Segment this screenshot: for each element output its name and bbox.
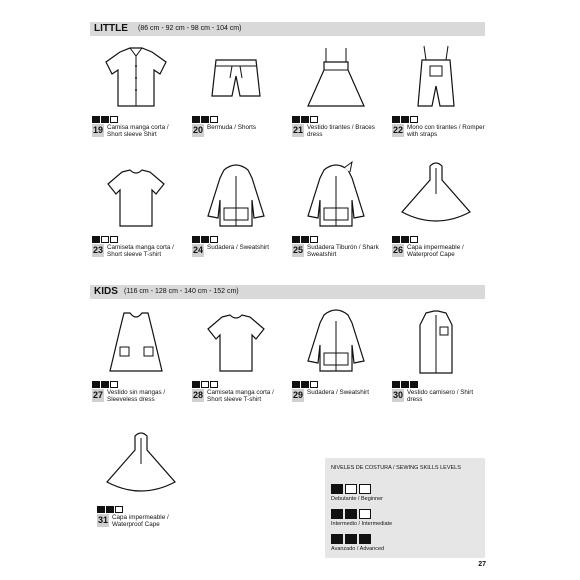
sewing-machine-icon: [310, 381, 318, 388]
pattern-number: 24: [192, 245, 203, 255]
sewing-machine-icon: [345, 509, 357, 519]
pattern-item: [95, 430, 187, 540]
section-header-kids: [90, 285, 485, 299]
sewing-machine-icon: [331, 509, 343, 519]
pattern-number: 28: [192, 390, 203, 400]
legend-level-label: Avanzado / Advanced: [331, 546, 385, 552]
pattern-item: [290, 160, 382, 270]
skill-level-icons: [292, 116, 318, 123]
pattern-label: Sudadera / Sweatshirt: [307, 389, 369, 396]
sewing-machine-icon: [92, 116, 100, 123]
sewing-machine-icon: [92, 236, 100, 243]
skill-level-icons: [392, 236, 418, 243]
sewing-machine-icon: [301, 116, 309, 123]
skill-level-icons: [97, 506, 123, 513]
skill-level-icons: [92, 381, 118, 388]
pattern-label: Camisa manga corta / Short sleeve Shirt: [107, 124, 169, 138]
sewing-machine-icon: [210, 116, 218, 123]
pattern-item: [90, 40, 182, 150]
skill-level-icons: [392, 381, 418, 388]
sewing-machine-icon: [345, 484, 357, 494]
pattern-item: [390, 305, 482, 415]
legend-row: [331, 509, 481, 533]
skill-level-icons: [192, 236, 218, 243]
sewing-machine-icon: [192, 381, 200, 388]
sewing-machine-icon: [292, 116, 300, 123]
legend-level-label: Intermedio / Intermediate: [331, 521, 393, 527]
legend-row: [331, 534, 481, 558]
pattern-item: [90, 160, 182, 270]
pattern-number: 25: [292, 245, 303, 255]
sewing-machine-icon: [345, 534, 357, 544]
page-number: 27: [478, 561, 486, 568]
pattern-label: Capa impermeable / Waterproof Cape: [407, 244, 464, 258]
skill-level-icons: [92, 116, 118, 123]
pattern-label: Mono con tirantes / Romper with straps: [407, 124, 485, 138]
pattern-label: Vestido camisero / Shirt dress: [407, 389, 474, 403]
sewing-machine-icon: [115, 506, 123, 513]
pattern-label: Camiseta manga corta / Short sleeve T-shirt: [107, 244, 174, 258]
skill-level-icons: [392, 116, 418, 123]
sewing-machine-icon: [392, 236, 400, 243]
sewing-machine-icon: [201, 381, 209, 388]
shorts-sketch-icon: [190, 40, 282, 112]
pattern-label: Vestido sin mangas / Sleeveless dress: [107, 389, 166, 403]
sewing-machine-icon: [310, 236, 318, 243]
sewing-machine-icon: [410, 116, 418, 123]
sewing-machine-icon: [392, 116, 400, 123]
hoodie-sketch-icon: [190, 160, 282, 232]
pattern-number: 21: [292, 125, 303, 135]
pattern-item: [190, 305, 282, 415]
sewing-machine-icon: [292, 381, 300, 388]
sewing-machine-icon: [110, 381, 118, 388]
sewing-machine-icon: [110, 116, 118, 123]
sewing-machine-icon: [201, 116, 209, 123]
pattern-number: 26: [392, 245, 403, 255]
sewing-machine-icon: [101, 381, 109, 388]
skill-level-icons: [292, 236, 318, 243]
section-title: KIDS: [94, 286, 118, 297]
sewing-machine-icon: [210, 381, 218, 388]
pattern-number: 31: [97, 515, 108, 525]
pattern-number: 27: [92, 390, 103, 400]
sewing-machine-icon: [331, 534, 343, 544]
skill-level-icons: [292, 381, 318, 388]
pattern-item: [190, 40, 282, 150]
legend-row: [331, 484, 481, 508]
sewing-machine-icon: [359, 509, 371, 519]
pattern-label: Capa impermeable / Waterproof Cape: [112, 514, 169, 528]
sewing-machine-icon: [410, 381, 418, 388]
pattern-number: 22: [392, 125, 403, 135]
section-header-little: [90, 22, 485, 36]
pattern-item: [390, 40, 485, 150]
pattern-number: 20: [192, 125, 203, 135]
sewing-machine-icon: [401, 236, 409, 243]
tshirt-sketch-icon: [190, 305, 282, 377]
sewing-machine-icon: [101, 236, 109, 243]
sewing-machine-icon: [110, 236, 118, 243]
sewing-machine-icon: [401, 381, 409, 388]
sewing-machine-icon: [301, 236, 309, 243]
pattern-number: 19: [92, 125, 103, 135]
section-sizes: (86 cm - 92 cm - 98 cm - 104 cm): [138, 25, 242, 32]
legend-title: NIVELES DE COSTURA / SEWING SKILLS LEVELS: [331, 465, 461, 471]
sewing-machine-icon: [359, 534, 371, 544]
skill-level-icons: [192, 116, 218, 123]
pattern-label: Sudadera / Sweatshirt: [207, 244, 269, 251]
legend-level-label: Debutante / Beginner: [331, 496, 383, 502]
pattern-label: Vestido tirantes / Braces dress: [307, 124, 375, 138]
pattern-number: 30: [392, 390, 403, 400]
cape-sketch-icon: [95, 430, 187, 502]
cape-sketch-icon: [390, 160, 482, 232]
sewing-machine-icon: [97, 506, 105, 513]
pattern-item: [390, 160, 482, 270]
sewing-machine-icon: [192, 236, 200, 243]
sewing-machine-icon: [192, 116, 200, 123]
sewing-machine-icon: [101, 116, 109, 123]
sewing-machine-icon: [359, 484, 371, 494]
sleeveless-dress-sketch-icon: [90, 305, 182, 377]
skill-level-icons: [192, 381, 218, 388]
sewing-machine-icon: [392, 381, 400, 388]
braces-dress-sketch-icon: [290, 40, 382, 112]
sewing-machine-icon: [92, 381, 100, 388]
sewing-machine-icon: [106, 506, 114, 513]
sewing-machine-icon: [301, 381, 309, 388]
shirt-dress-sketch-icon: [390, 305, 482, 377]
pattern-label: Bermuda / Shorts: [207, 124, 256, 131]
skill-level-icons: [92, 236, 118, 243]
tshirt-sketch-icon: [90, 160, 182, 232]
sewing-machine-icon: [201, 236, 209, 243]
section-title: LITTLE: [94, 23, 128, 34]
skill-levels-legend: [325, 458, 485, 558]
pattern-label: Sudadera Tiburón / Shark Sweatshirt: [307, 244, 379, 258]
pattern-number: 29: [292, 390, 303, 400]
shark-hoodie-sketch-icon: [290, 160, 382, 232]
pattern-item: [290, 305, 382, 415]
pattern-label: Camiseta manga corta / Short sleeve T-shirt: [207, 389, 274, 403]
pattern-item: [90, 305, 182, 415]
sewing-machine-icon: [331, 484, 343, 494]
pattern-number: 23: [92, 245, 103, 255]
pattern-item: [190, 160, 282, 270]
sewing-machine-icon: [401, 116, 409, 123]
pattern-item: [290, 40, 382, 150]
sewing-machine-icon: [310, 116, 318, 123]
sewing-machine-icon: [210, 236, 218, 243]
sewing-machine-icon: [292, 236, 300, 243]
section-sizes: (116 cm - 128 cm - 140 cm - 152 cm): [124, 288, 239, 295]
shirt-sketch-icon: [90, 40, 182, 112]
sewing-machine-icon: [410, 236, 418, 243]
romper-sketch-icon: [390, 40, 482, 112]
hoodie-sketch-icon: [290, 305, 382, 377]
